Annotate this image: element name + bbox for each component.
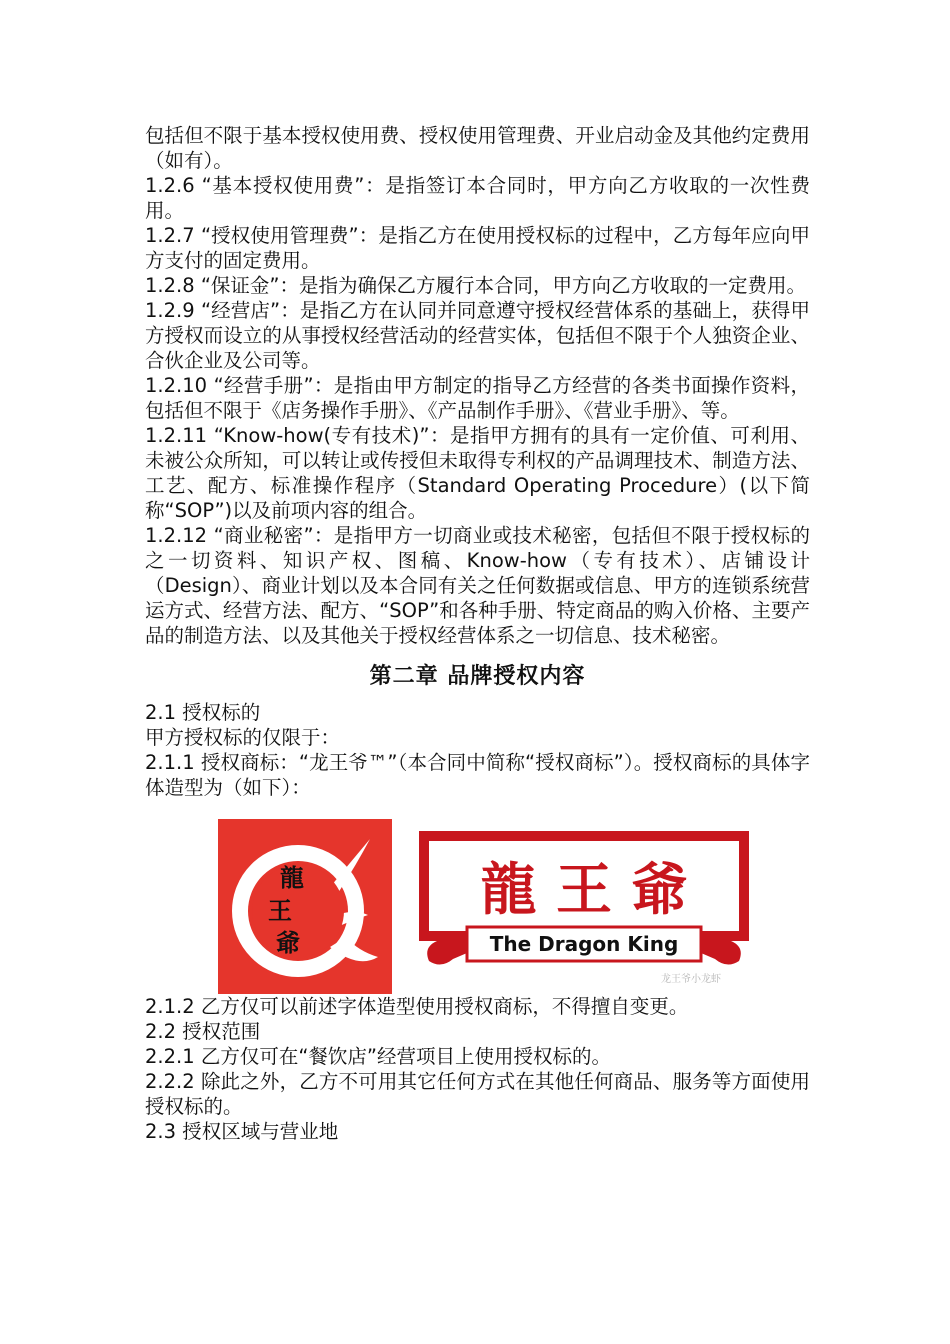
document-body [145,123,810,1144]
logo-subtitle-text: The Dragon King [489,932,679,956]
round-logo-graphic [218,819,392,994]
paragraph-1-2-6: 1.2.6 “基本授权使用费”：是指签订本合同时，甲方向乙方收取的一次性费用。 [145,174,810,222]
dragon-king-logo [419,829,749,983]
paragraph-1-2-9: 1.2.9 “经营店”：是指乙方在认同并同意遵守授权经营体系的基础上，获得甲方授权而设立的从事授权经营活动的经营实体，包括但不限于个人独资企业、合伙企业及公司等。 [145,299,810,372]
trademark-logos [145,819,810,994]
paragraph-1-2-11: 1.2.11 “Know-how(专有技术)”：是指甲方拥有的具有一定价值、可利用、未被公众所知，可以转让或传授但未取得专利权的产品调理技术、制造方法、工艺、配方、标准操作程序（Standard Operating Procedure）(以下简称“SOP”)以及前项内容的组合。 [145,424,810,522]
paragraph-1-2-10: 1.2.10 “经营手册”：是指由甲方制定的指导乙方经营的各类书面操作资料，包括但不限于《店务操作手册》、《产品制作手册》、《营业手册》、等。 [145,374,810,422]
logo-char-3: 爺 [276,928,300,957]
banner-logo-graphic [419,829,749,983]
logo-char-2: 王 [268,896,292,925]
paragraph: 甲方授权标的仅限于： [145,726,341,749]
paragraph-1-2-7: 1.2.7 “授权使用管理费”：是指乙方在使用授权标的过程中，乙方每年应向甲方支付的固定费用。 [145,224,810,272]
round-brand-logo [218,819,392,994]
paragraph: 包括但不限于基本授权使用费、授权使用管理费、开业启动金及其他约定费用（如有）。 [145,124,810,172]
paragraph-2-2-2: 2.2.2 除此之外，乙方不可用其它任何方式在其他任何商品、服务等方面使用授权标的。 [145,1070,810,1118]
paragraph-2-2-1: 2.2.1 乙方仅可在“餐饮店”经营项目上使用授权标的。 [145,1045,612,1068]
paragraph-2-1-2: 2.1.2 乙方仅可以前述字体造型使用授权商标，不得擅自变更。 [145,995,689,1018]
section-heading-2-1: 2.1 授权标的 [145,701,261,724]
logo-char-1: 龍 [280,863,304,892]
chapter-title: 第二章 品牌授权内容 [369,663,586,689]
paragraph-2-1-1: 2.1.1 授权商标：“龙王爷™”（本合同中简称“授权商标”）。授权商标的具体字体造型为（如下）： [145,751,810,799]
paragraph-1-2-12: 1.2.12 “商业秘密”：是指甲方一切商业或技术秘密，包括但不限于授权标的之一切资料、知识产权、图稿、Know-how（专有技术）、店铺设计（Design）、商业计划以及本合同有关之任何数据或信息、甲方的连锁系统营运方式、经营方法、配方、“SOP”和各种手册、特定商品的购入价格、主要产品的制造方法、以及其他关于授权经营体系之一切信息、技术秘密。 [145,524,810,647]
watermark-text: 龙王爷小龙虾 [661,974,721,985]
section-heading-2-3: 2.3 授权区域与营业地 [145,1120,339,1143]
logo-title-text: 龍 王 爺 [480,857,688,923]
section-heading-2-2: 2.2 授权范围 [145,1020,261,1043]
paragraph-1-2-8: 1.2.8 “保证金”：是指为确保乙方履行本合同，甲方向乙方收取的一定费用。 [145,274,807,297]
